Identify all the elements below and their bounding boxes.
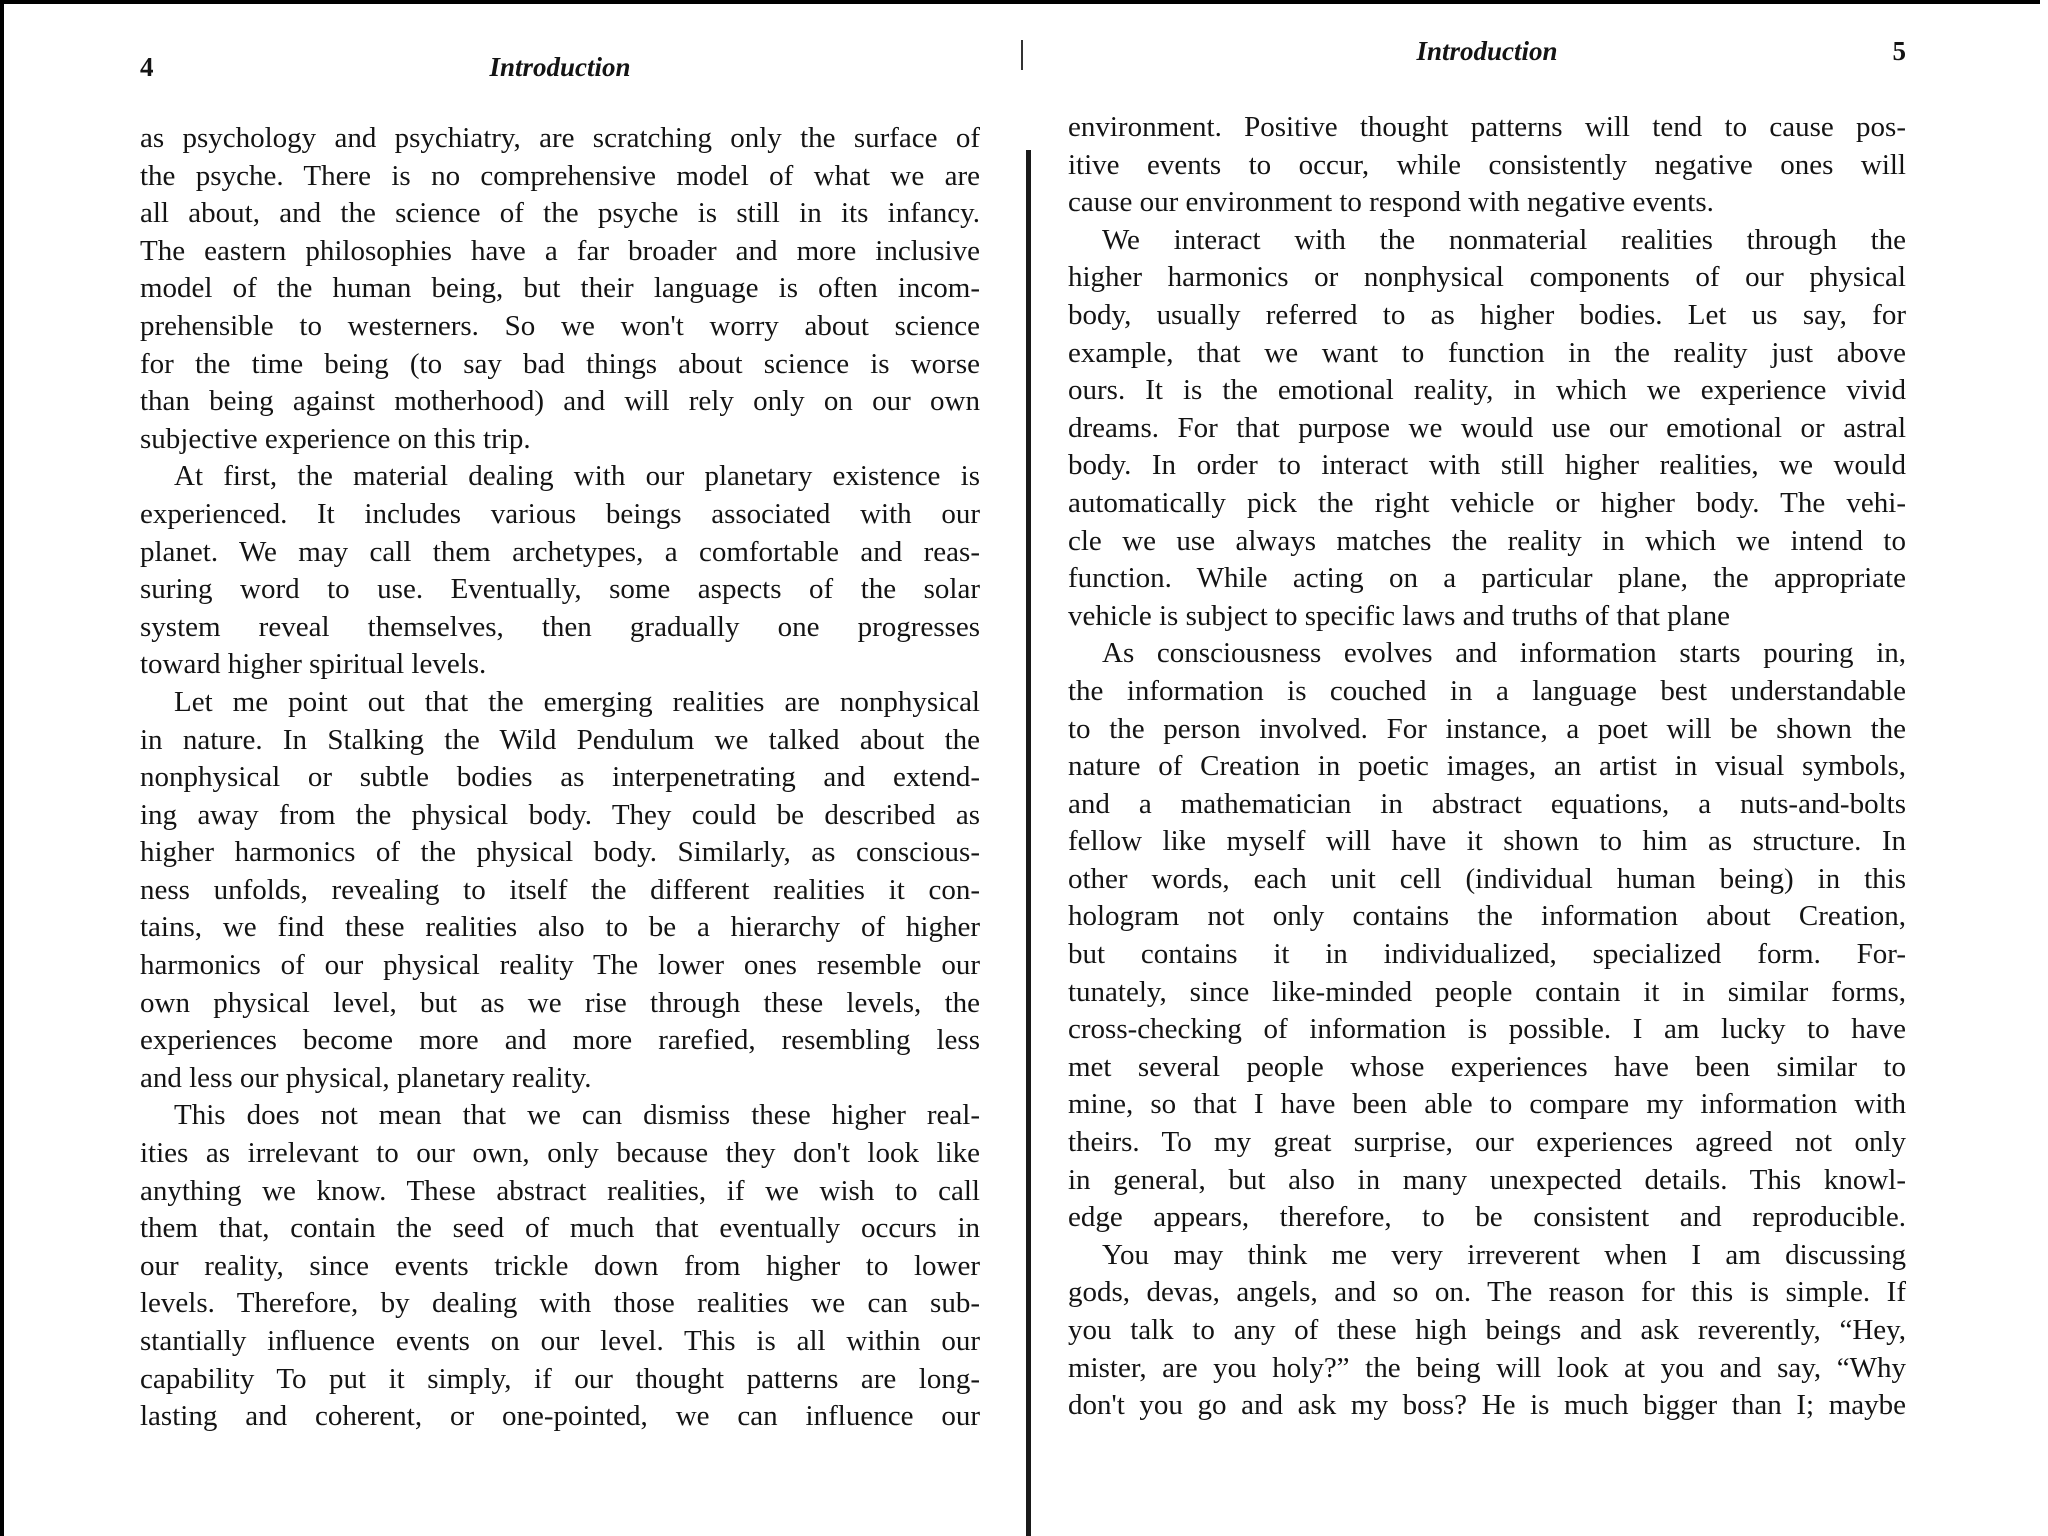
right-running-head: Introduction bbox=[1416, 36, 1558, 66]
text-line: We interact with the nonmaterial realities through the bbox=[1102, 223, 1906, 256]
text-line: cause our environment to respond with negative events. bbox=[1068, 186, 1714, 219]
text-line: our reality, since events trickle down from higher to lower bbox=[140, 1249, 980, 1282]
text-line: higher harmonics of the physical body. Similarly, as conscious- bbox=[140, 836, 980, 869]
text-line: as psychology and psychiatry, are scratching only the surface of bbox=[140, 122, 980, 154]
text-line: theirs. To my great surprise, our experiences agreed not only bbox=[1068, 1126, 1906, 1159]
text-line: tains, we find these realities also to be a hierarchy of higher bbox=[140, 911, 980, 944]
text-line: ours. It is the emotional reality, in which we experience vivid bbox=[1068, 374, 1906, 407]
left-page-body-text bbox=[140, 120, 980, 1436]
text-line: ities as irrelevant to our own, only because they don't look like bbox=[140, 1137, 980, 1170]
text-line: As consciousness evolves and information starts pouring in, bbox=[1102, 637, 1906, 670]
text-line: cross-checking of information is possible. I am lucky to have bbox=[1068, 1013, 1906, 1046]
scan-border-top bbox=[0, 0, 2048, 4]
text-line: hologram not only contains the information about Creation, bbox=[1068, 900, 1906, 933]
text-line: the information is couched in a language best understandable bbox=[1068, 674, 1906, 707]
text-line: gods, devas, angels, and so on. The reason for this is simple. If bbox=[1068, 1276, 1906, 1309]
text-line: edge appears, therefore, to be consistent and reproducible. bbox=[1068, 1201, 1906, 1234]
text-line: all about, and the science of the psyche is still in its infancy. bbox=[140, 197, 980, 230]
text-line: automatically pick the right vehicle or higher body. The vehi- bbox=[1068, 486, 1906, 519]
text-line: toward higher spiritual levels. bbox=[140, 648, 487, 681]
text-line: planet. We may call them archetypes, a comfortable and reas- bbox=[140, 535, 980, 568]
text-line: and a mathematician in abstract equations, a nuts-and-bolts bbox=[1068, 787, 1906, 820]
text-line: prehensible to westerners. So we won't worry about science bbox=[140, 309, 980, 342]
text-line: ness unfolds, revealing to itself the different realities it con- bbox=[140, 873, 980, 906]
text-line: you talk to any of these high beings and ask reverently, “Hey, bbox=[1068, 1314, 1906, 1346]
text-line: You may think me very irreverent when I am discussing bbox=[1102, 1238, 1906, 1271]
text-line: to the person involved. For instance, a poet will be shown the bbox=[1068, 712, 1906, 745]
text-line: other words, each unit cell (individual human being) in this bbox=[1068, 862, 1906, 895]
text-line: system reveal themselves, then gradually one progresses bbox=[140, 610, 980, 643]
text-line: fellow like myself will have it shown to him as structure. In bbox=[1068, 825, 1906, 858]
text-line: vehicle is subject to specific laws and truths of that plane bbox=[1068, 599, 1730, 632]
left-running-head: Introduction bbox=[489, 52, 631, 82]
text-line: model of the human being, but their language is often incom- bbox=[140, 272, 980, 305]
text-line: levels. Therefore, by dealing with those realities we can sub- bbox=[140, 1287, 980, 1320]
text-line: mine, so that I have been able to compare my information with bbox=[1068, 1088, 1906, 1121]
text-line: for the time being (to say bad things about science is worse bbox=[140, 347, 980, 380]
text-line: Let me point out that the emerging realities are nonphysical bbox=[174, 685, 980, 718]
text-line: subjective experience on this trip. bbox=[140, 422, 531, 455]
scan-border-left bbox=[0, 0, 4, 1536]
text-line: body. In order to interact with still higher realities, we would bbox=[1068, 449, 1906, 482]
text-line: in nature. In Stalking the Wild Pendulum we talked about the bbox=[140, 723, 980, 756]
text-line: body, usually referred to as higher bodies. Let us say, for bbox=[1068, 298, 1906, 331]
text-line: This does not mean that we can dismiss these higher real- bbox=[174, 1099, 980, 1132]
text-line: itive events to occur, while consistently negative ones will bbox=[1068, 148, 1906, 181]
text-line: stantially influence events on our level. This is all within our bbox=[140, 1325, 980, 1357]
text-line: harmonics of our physical reality The lower ones resemble our bbox=[140, 949, 980, 982]
text-line: capability To put it simply, if our thought patterns are long- bbox=[140, 1362, 980, 1395]
text-line: in general, but also in many unexpected details. This knowl- bbox=[1068, 1163, 1906, 1196]
book-spine bbox=[1026, 150, 1031, 1536]
text-line: suring word to use. Eventually, some aspects of the solar bbox=[140, 573, 980, 606]
left-page-number: 4 bbox=[140, 52, 154, 82]
text-line: the psyche. There is no comprehensive model of what we are bbox=[140, 159, 980, 192]
text-line: mister, are you holy?” the being will look at you and say, “Why bbox=[1068, 1351, 1906, 1384]
text-line: nature of Creation in poetic images, an artist in visual symbols, bbox=[1068, 750, 1906, 783]
text-line: cle we use always matches the reality in which we intend to bbox=[1068, 524, 1906, 557]
text-line: own physical level, but as we rise through these levels, the bbox=[140, 986, 980, 1019]
text-line: met several people whose experiences have been similar to bbox=[1068, 1050, 1906, 1083]
text-line: lasting and coherent, or one-pointed, we can influence our bbox=[140, 1400, 980, 1433]
text-line: environment. Positive thought patterns will tend to cause pos- bbox=[1068, 111, 1906, 143]
text-line: ing away from the physical body. They could be described as bbox=[140, 798, 980, 831]
right-page-number: 5 bbox=[1892, 36, 1906, 66]
text-line: experiences become more and more rarefied, resembling less bbox=[140, 1024, 980, 1057]
text-line: experienced. It includes various beings associated with our bbox=[140, 497, 980, 530]
book-gutter-mark bbox=[1021, 40, 1023, 70]
text-line: example, that we want to function in the reality just above bbox=[1068, 336, 1906, 369]
text-line: anything we know. These abstract realities, if we wish to call bbox=[140, 1174, 980, 1207]
text-line: nonphysical or subtle bodies as interpenetrating and extend- bbox=[140, 761, 980, 794]
text-line: higher harmonics or nonphysical components of our physical bbox=[1068, 261, 1906, 294]
right-page-body-text bbox=[1068, 109, 1906, 1425]
text-line: tunately, since like-minded people contain it in similar forms, bbox=[1068, 975, 1906, 1008]
scan-edge-right bbox=[2040, 0, 2048, 1536]
text-line: and less our physical, planetary reality. bbox=[140, 1061, 592, 1094]
text-line: At first, the material dealing with our planetary existence is bbox=[174, 460, 980, 493]
text-line: The eastern philosophies have a far broader and more inclusive bbox=[140, 234, 980, 267]
text-line: function. While acting on a particular plane, the appropriate bbox=[1068, 562, 1906, 595]
right-page-header bbox=[1068, 36, 1906, 76]
text-line: dreams. For that purpose we would use our emotional or astral bbox=[1068, 411, 1906, 444]
text-line: but contains it in individualized, specialized form. For- bbox=[1068, 938, 1906, 971]
text-line: don't you go and ask my boss? He is much bigger than I; maybe bbox=[1068, 1389, 1906, 1422]
text-line: them that, contain the seed of much that eventually occurs in bbox=[140, 1212, 980, 1245]
text-line: than being against motherhood) and will rely only on our own bbox=[140, 385, 980, 418]
left-page-header bbox=[140, 52, 980, 92]
